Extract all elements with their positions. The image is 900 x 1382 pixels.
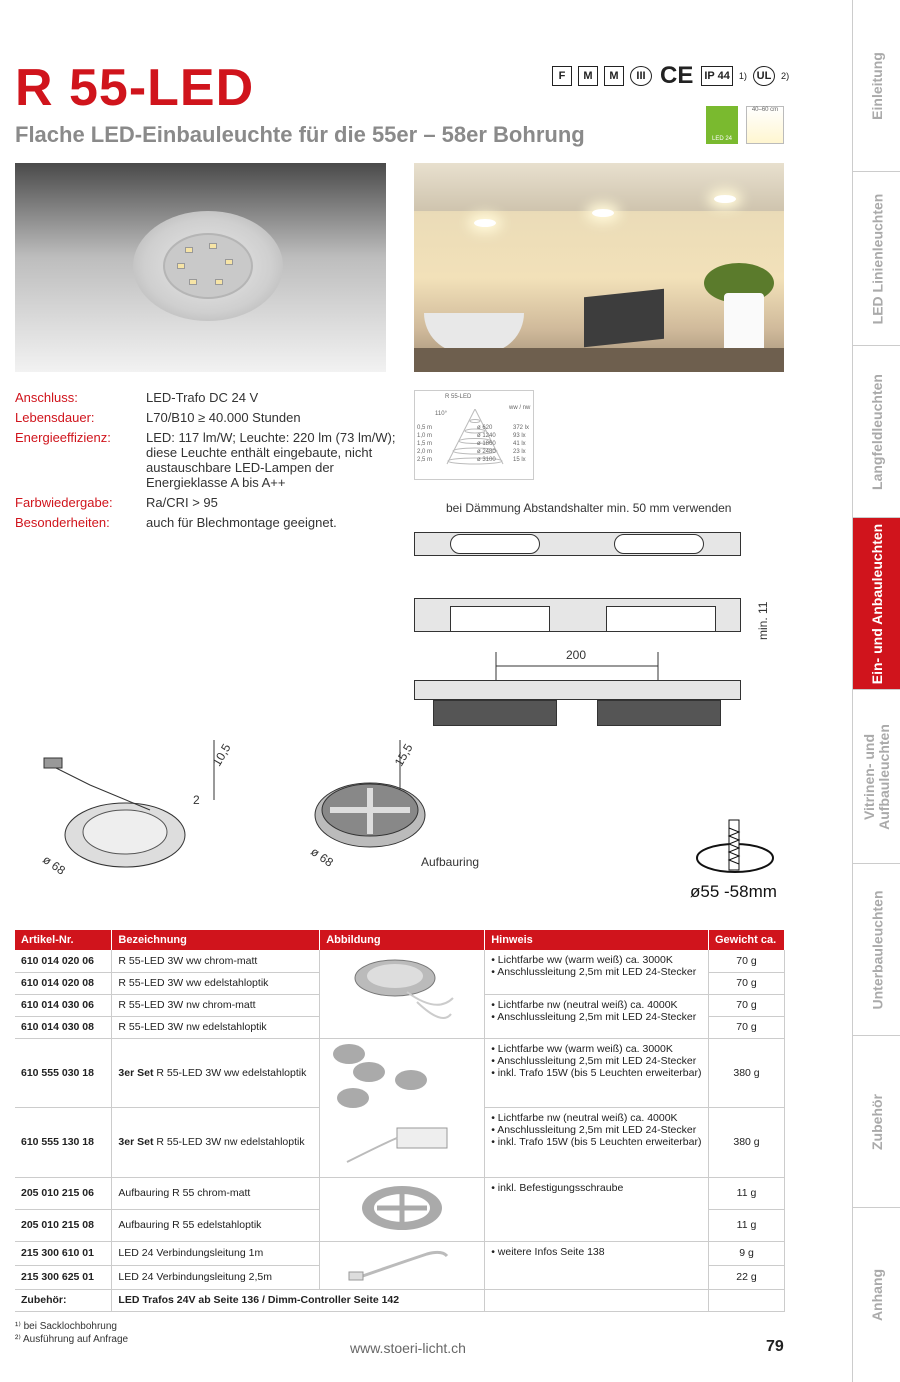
tab-label: Langfeldleuchten	[869, 373, 885, 490]
beam-dia: ø 2480	[477, 449, 496, 455]
article-name-set: 3er Set	[118, 1136, 154, 1148]
product-thumbnail	[320, 1038, 485, 1177]
spec-row	[15, 515, 396, 530]
beam-angle: 110°	[435, 411, 447, 417]
hint-cell	[485, 1241, 709, 1289]
footnote-2: ²⁾ Ausführung auf Anfrage	[15, 1334, 129, 1345]
tab-einleitung[interactable]	[853, 0, 900, 172]
certification-icons	[552, 62, 790, 89]
table-row	[15, 1241, 785, 1265]
article-name: Aufbauring R 55 edelstahloptik	[112, 1209, 320, 1241]
light-distribution-chart	[414, 390, 534, 480]
product-thumbnail	[320, 1177, 485, 1241]
hint-cell	[485, 1177, 709, 1241]
article-weight: 70 g	[709, 1016, 785, 1038]
article-weight: 70 g	[709, 972, 785, 994]
tab-zubehoer[interactable]	[853, 1036, 900, 1208]
article-nr: 610 555 130 18	[15, 1107, 112, 1177]
table-row	[15, 950, 785, 972]
hint-line: • Anschlussleitung 2,5m mit LED 24-Stecker	[491, 966, 697, 978]
ring-height-dimension: 15,5	[391, 741, 416, 769]
col-header-weight: Gewicht ca.	[709, 930, 785, 950]
spec-row	[15, 430, 396, 490]
table-row	[15, 1177, 785, 1209]
beam-lux-column	[513, 424, 529, 464]
article-name: Aufbauring R 55 chrom-matt	[112, 1177, 320, 1209]
col-header-name: Bezeichnung	[112, 930, 320, 950]
hint-line: • Lichtfarbe nw (neutral weiß) ca. 4000K	[491, 1111, 678, 1124]
article-name: R 55-LED 3W ww edelstahloptik	[112, 972, 320, 994]
hint-line: • weitere Infos Seite 138	[491, 1245, 605, 1258]
spec-list	[15, 390, 396, 535]
fixture-surface-mounted	[597, 700, 721, 726]
article-name: LED 24 Verbindungsleitung 2,5m	[112, 1265, 320, 1289]
tab-label: Vitrinen- und Aufbauleuchten	[861, 723, 892, 830]
ring-thumbnail-icon	[357, 1180, 447, 1236]
accessory-row	[15, 1289, 785, 1311]
product-title: R 55-LED	[15, 59, 255, 117]
ip-footnote-ref: 1)	[738, 71, 747, 81]
fixture-section	[450, 534, 540, 554]
fixture-surface-mounted	[433, 700, 557, 726]
product-thumbnail	[320, 1241, 485, 1289]
ul-mark-icon: UL	[753, 66, 775, 86]
article-name: R 55-LED 3W ww chrom-matt	[112, 950, 320, 972]
article-weight: 11 g	[709, 1209, 785, 1241]
accessory-text: LED Trafos 24V ab Seite 136 / Dimm-Controller Seite 142	[112, 1289, 485, 1311]
downlight-thumbnail-icon	[347, 954, 457, 1030]
beam-dist: 2,5 m	[417, 457, 433, 463]
article-weight: 11 g	[709, 1177, 785, 1209]
col-header-article: Artikel-Nr.	[15, 930, 112, 950]
article-weight: 22 g	[709, 1265, 785, 1289]
article-nr: 215 300 610 01	[15, 1241, 112, 1265]
website-link[interactable]: www.stoeri-licht.ch	[350, 1340, 466, 1356]
tab-unterbauleuchten[interactable]	[853, 864, 900, 1036]
beam-dia: ø 1860	[477, 441, 496, 447]
tab-langfeldleuchten[interactable]	[853, 346, 900, 518]
cable-thumbnail-icon	[347, 1244, 457, 1284]
article-nr: 610 014 020 06	[15, 950, 112, 972]
article-nr: 610 555 030 18	[15, 1038, 112, 1107]
beam-dist: 2,0 m	[417, 449, 433, 455]
beam-dia: ø 1240	[477, 433, 496, 439]
ul-footnote-ref: 2)	[781, 71, 790, 81]
table-header-row	[15, 930, 785, 950]
f-mark-icon: F	[552, 66, 572, 86]
fixture-section	[606, 606, 716, 632]
article-name-rest: R 55-LED 3W nw edelstahloptik	[153, 1136, 305, 1148]
article-nr: 205 010 215 06	[15, 1177, 112, 1209]
article-nr: 215 300 625 01	[15, 1265, 112, 1289]
hint-cell	[485, 1038, 709, 1107]
hint-line: • Lichtfarbe ww (warm weiß) ca. 3000K	[491, 954, 673, 966]
fixture-section	[614, 534, 704, 554]
beam-cone	[445, 409, 505, 469]
hint-cell	[485, 950, 709, 994]
spec-value: Ra/CRI > 95	[146, 495, 218, 510]
spec-value: auch für Blechmontage geeignet.	[146, 515, 337, 530]
tab-ein-und-anbauleuchten[interactable]	[853, 518, 900, 690]
article-name	[112, 1107, 320, 1177]
empty-cell	[709, 1289, 785, 1311]
hint-line: • Lichtfarbe ww (warm weiß) ca. 3000K	[491, 1042, 673, 1055]
install-drawing-3	[414, 680, 741, 700]
min-thickness-label: min. 11	[756, 601, 770, 640]
beam-lux: 372 lx	[513, 425, 530, 431]
beam-distance-badge: 40–60 cm	[746, 106, 784, 144]
footnote-1: ¹⁾ bei Sacklochbohrung	[15, 1321, 117, 1332]
empty-cell	[485, 1289, 709, 1311]
spec-value: L70/B10 ≥ 40.000 Stunden	[146, 410, 301, 425]
accessory-label: Zubehör:	[15, 1289, 112, 1311]
ring-diameter-dimension: ø 68	[308, 844, 336, 870]
beam-dist: 0,5 m	[417, 425, 433, 431]
beam-chart-header: ww / nw	[509, 405, 531, 411]
bore-diameter-label: ø55 -58mm	[690, 882, 777, 901]
article-weight: 9 g	[709, 1241, 785, 1265]
tab-label: Zubehör	[869, 1093, 885, 1150]
product-table	[15, 930, 785, 1312]
spec-label: Farbwiedergabe:	[15, 495, 113, 510]
ring-label: Aufbauring	[421, 855, 480, 869]
product-thumbnail	[320, 950, 485, 1038]
beam-lux: 15 lx	[513, 457, 526, 463]
spec-value: LED-Trafo DC 24 V	[146, 390, 259, 405]
article-name	[112, 1038, 320, 1107]
fixture-section	[450, 606, 550, 632]
spec-label: Anschluss:	[15, 390, 78, 405]
tab-label: LED Linienleuchten	[869, 193, 885, 324]
spacing-label: 200	[566, 648, 587, 662]
tab-vitrinen-und-aufbauleuchten[interactable]	[853, 690, 900, 864]
kitchen-application-photo	[414, 163, 784, 372]
page-number: 79	[766, 1338, 784, 1355]
col-header-image: Abbildung	[320, 930, 485, 950]
hint-cell	[485, 1107, 709, 1177]
spec-row	[15, 410, 396, 425]
article-name-rest: R 55-LED 3W ww edelstahloptik	[153, 1066, 307, 1079]
beam-diameter-column	[477, 424, 496, 464]
spec-label: Energieeffizienz:	[15, 430, 111, 445]
article-weight: 380 g	[709, 1038, 785, 1107]
col-header-hint: Hinweis	[485, 930, 709, 950]
beam-dia: ø 620	[477, 425, 493, 431]
flange-dimension: 2	[193, 793, 200, 807]
article-nr: 610 014 020 08	[15, 972, 112, 994]
product-photo	[15, 163, 386, 372]
tab-label: Ein- und Anbauleuchten	[869, 523, 886, 684]
hint-line: • Anschlussleitung 2,5m mit LED 24-Stecker	[491, 1010, 697, 1023]
hint-line: • inkl. Befestigungsschraube	[491, 1181, 624, 1194]
beam-dist: 1,0 m	[417, 433, 433, 439]
tab-label: Unterbauleuchten	[869, 889, 886, 1010]
article-nr: 610 014 030 08	[15, 1016, 112, 1038]
hint-line: • Lichtfarbe nw (neutral weiß) ca. 4000K	[491, 998, 678, 1011]
ce-mark-icon: CE	[660, 62, 694, 89]
spec-value: LED: 117 lm/W; Leuchte: 220 lm (73 lm/W); diese Leuchte enthält eingebaute, nicht austauschbare LED-Lampen der Energieklasse A bis A++	[146, 430, 396, 490]
beam-lux: 93 lx	[513, 433, 526, 439]
protection-class-iii-icon: III	[630, 66, 652, 86]
tab-label: Anhang	[869, 1268, 886, 1322]
hint-line: • Anschlussleitung 2,5m mit LED 24-Stecker	[491, 1054, 697, 1067]
table-row	[15, 1038, 785, 1107]
article-nr: 205 010 215 08	[15, 1209, 112, 1241]
led24-badge: LED 24	[706, 106, 738, 144]
article-nr: 610 014 030 06	[15, 994, 112, 1016]
spec-label: Lebensdauer:	[15, 410, 95, 425]
hint-line: • Anschlussleitung 2,5m mit LED 24-Stecker	[491, 1123, 697, 1136]
m-mark-icon: M	[578, 66, 598, 86]
article-weight: 70 g	[709, 994, 785, 1016]
hint-line: • inkl. Trafo 15W (bis 5 Leuchten erweiterbar)	[491, 1135, 702, 1148]
tab-led-linienleuchten[interactable]	[853, 172, 900, 346]
diameter-dimension: ø 68	[40, 852, 68, 878]
article-name: LED 24 Verbindungsleitung 1m	[112, 1241, 320, 1265]
insulation-note: bei Dämmung Abstandshalter min. 50 mm verwenden	[446, 501, 732, 515]
tab-label: Einleitung	[869, 51, 886, 120]
ip44-icon: IP 44	[701, 66, 733, 86]
tab-anhang[interactable]	[853, 1208, 900, 1382]
spec-row	[15, 495, 396, 510]
beam-chart-title: R 55-LED	[445, 394, 472, 400]
downlight-image	[133, 211, 283, 321]
mm-mark-icon: M	[604, 66, 624, 86]
product-subtitle: Flache LED-Einbauleuchte für die 55er – 58er Bohrung	[15, 122, 585, 147]
article-weight: 380 g	[709, 1107, 785, 1177]
article-name-set: 3er Set	[118, 1066, 154, 1079]
beam-lux: 23 lx	[513, 449, 526, 455]
spec-label: Besonderheiten:	[15, 515, 110, 530]
set-thumbnail-icon	[327, 1042, 477, 1170]
article-name: R 55-LED 3W nw chrom-matt	[112, 994, 320, 1016]
article-name: R 55-LED 3W nw edelstahloptik	[112, 1016, 320, 1038]
beam-lux: 41 lx	[513, 441, 526, 447]
article-weight: 70 g	[709, 950, 785, 972]
beam-dist: 1,5 m	[417, 441, 433, 447]
drill-bore-icon	[695, 818, 785, 878]
hint-cell	[485, 994, 709, 1038]
chapter-sidebar	[852, 0, 900, 1382]
beam-distance-column	[417, 424, 432, 464]
spec-row	[15, 390, 396, 405]
hint-line: • inkl. Trafo 15W (bis 5 Leuchten erweiterbar)	[491, 1066, 702, 1079]
beam-dia: ø 3100	[477, 457, 496, 463]
height-dimension: 10,5	[209, 741, 234, 769]
